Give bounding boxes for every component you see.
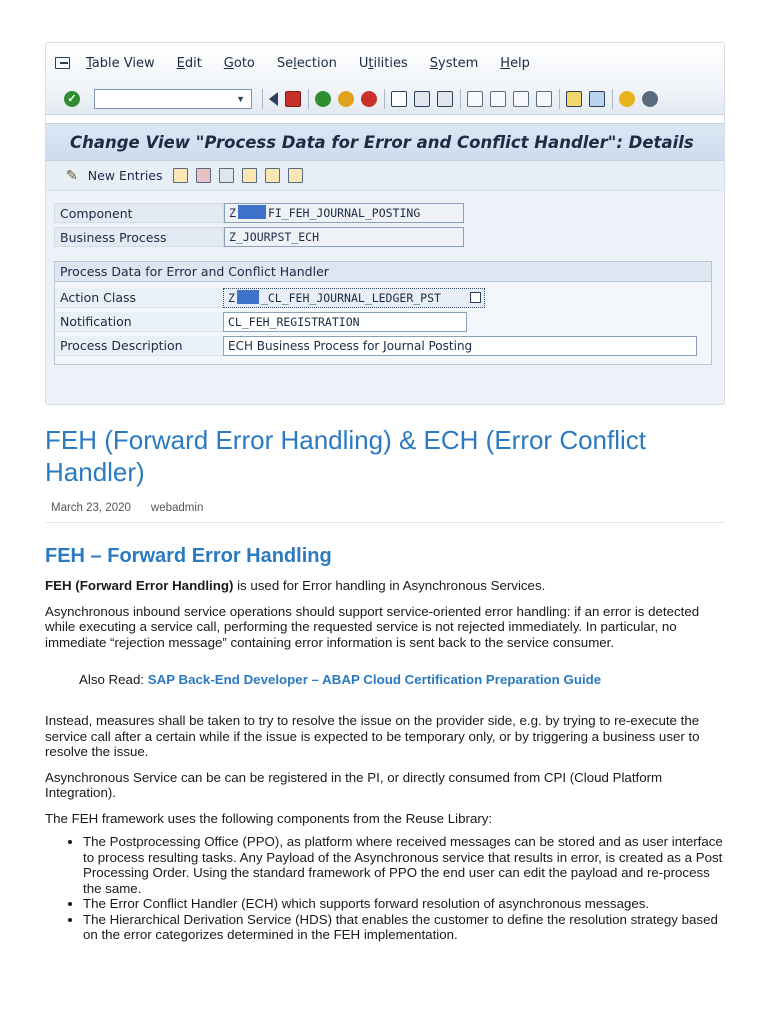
section-heading: FEH – Forward Error Handling [45, 545, 332, 567]
toolbar-separator [460, 89, 461, 109]
help-icon[interactable] [619, 91, 635, 107]
post-title[interactable]: FEH (Forward Error Handling) & ECH (Error Conflict Handler) [45, 425, 647, 487]
save-icon[interactable] [285, 91, 301, 107]
action-class-row [55, 286, 711, 310]
toolbar-separator [262, 89, 263, 109]
menu-table-view[interactable]: Table View [86, 55, 155, 71]
components-list [45, 834, 725, 943]
redaction-block [238, 205, 266, 219]
article [45, 424, 725, 943]
process-description-label: Process Description [55, 336, 223, 356]
menu-selection[interactable]: Selection [276, 55, 337, 71]
redaction-block [237, 290, 259, 304]
component-prefix: Z [229, 206, 236, 220]
screen-title: Change View "Process Data for Error and Conflict Handler": Details [70, 132, 694, 152]
back-arrow-icon[interactable] [269, 92, 278, 106]
new-entries-button[interactable]: New Entries [87, 168, 163, 183]
business-process-field[interactable]: Z_JOURPST_ECH [224, 227, 464, 247]
exit-icon[interactable] [338, 91, 354, 107]
business-process-label: Business Process [54, 227, 224, 247]
divider [45, 522, 725, 523]
menu-icon[interactable] [54, 56, 72, 70]
also-read-link[interactable]: SAP Back-End Developer – ABAP Cloud Certification Preparation Guide [147, 672, 602, 687]
component-suffix: FI_FEH_JOURNAL_POSTING [267, 206, 421, 220]
process-description-row [55, 334, 711, 358]
action-class-suffix: _CL_FEH_JOURNAL_LEDGER_PST [260, 291, 441, 305]
cancel-icon[interactable] [361, 91, 377, 107]
intro-bold: FEH (Forward Error Handling) [45, 578, 234, 593]
last-page-icon[interactable] [536, 91, 552, 107]
paragraph-4: Asynchronous Service can be can be registered in the PI, or directly consumed from CPI (Cloud Platform Integration). [45, 769, 663, 800]
notification-row [55, 310, 711, 334]
layout-menu-icon[interactable] [642, 91, 658, 107]
paragraph-3: Instead, measures shall be taken to try to resolve the issue on the provider side, e.g. by trying to re-execute the service call after a certain while if the issue is expected to be temporary only, or by triggering a business user to resolve the issue. [45, 713, 700, 759]
notification-field[interactable]: CL_FEH_REGISTRATION [223, 312, 467, 332]
pencil-glasses-icon[interactable]: ✎ [66, 167, 78, 184]
intro-paragraph [45, 578, 725, 594]
first-page-icon[interactable] [467, 91, 483, 107]
action-class-prefix: Z [228, 291, 235, 305]
new-session-icon[interactable] [566, 91, 582, 107]
menu-edit[interactable]: Edit [176, 55, 202, 71]
menu-utilities[interactable]: Utilities [358, 55, 408, 71]
paragraph-5: The FEH framework uses the following components from the Reuse Library: [45, 810, 493, 826]
component-label: Component [54, 203, 224, 223]
toolbar-separator [559, 89, 560, 109]
action-class-field[interactable] [223, 288, 485, 308]
next-entry-icon[interactable] [265, 168, 280, 183]
command-field[interactable] [94, 89, 252, 109]
post-date[interactable]: March 23, 2020 [51, 502, 131, 514]
action-class-label: Action Class [55, 288, 223, 308]
list-item: • The Postprocessing Office (PPO), as platform where received messages can be stored and as user interface to process resulting tasks. Any Payload of the Asynchronous service that results in error, is created as a Post Processing Order. Using the standard framework of PPO the end user can edit the payload and re-process the same. [83, 834, 725, 896]
component-field[interactable] [224, 203, 464, 223]
list-item: • The Hierarchical Derivation Service (HDS) that enables the customer to define the resolution strategy based on the error categorizes determined in the FEH implementation. [83, 912, 725, 943]
group-title: Process Data for Error and Conflict Handler [55, 262, 711, 282]
intro-rest: is used for Error handling in Asynchronous Services. [233, 578, 546, 593]
process-description-field[interactable]: ECH Business Process for Journal Posting [223, 336, 697, 356]
select-all-icon[interactable] [288, 168, 303, 183]
toolbar-separator [384, 89, 385, 109]
paragraph-2: Asynchronous inbound service operations should support service-oriented error handling: if an error is detected while executing a service call, performing the requested service is not rejected immediately. In particular, no immediate “rejection message” containing error information is sent back to the service consumer. [45, 603, 700, 650]
undo-change-icon[interactable] [219, 168, 234, 183]
previous-entry-icon[interactable] [242, 168, 257, 183]
delete-icon[interactable] [196, 168, 211, 183]
next-page-icon[interactable] [513, 91, 529, 107]
back-icon[interactable] [315, 91, 331, 107]
dropdown-icon[interactable]: ▼ [236, 93, 245, 104]
toolbar-separator [308, 89, 309, 109]
sap-screenshot [45, 42, 725, 405]
sap-standard-toolbar [46, 83, 724, 115]
menu-system[interactable]: System [429, 55, 479, 71]
also-read [45, 672, 725, 687]
menu-goto[interactable]: Goto [223, 55, 255, 71]
enter-check-icon[interactable]: ✓ [64, 91, 80, 107]
component-row [54, 201, 724, 225]
detail-area [46, 191, 724, 405]
also-read-label: Also Read: [79, 672, 148, 687]
post-author[interactable]: webadmin [150, 502, 204, 514]
screen-title-bar [46, 123, 724, 161]
copy-as-icon[interactable] [173, 168, 188, 183]
toolbar-separator [612, 89, 613, 109]
find-icon[interactable] [414, 91, 430, 107]
list-item: • The Error Conflict Handler (ECH) which supports forward resolution of asynchronous messages. [83, 896, 725, 912]
business-process-row [54, 225, 724, 249]
post-meta [45, 502, 725, 514]
application-toolbar [46, 161, 724, 191]
menu-help[interactable]: Help [500, 55, 530, 71]
sap-menubar [46, 43, 724, 83]
previous-page-icon[interactable] [490, 91, 506, 107]
value-help-icon[interactable] [470, 292, 481, 303]
notification-label: Notification [55, 312, 223, 332]
print-icon[interactable] [391, 91, 407, 107]
shortcut-icon[interactable] [589, 91, 605, 107]
process-data-group [54, 261, 712, 365]
find-next-icon[interactable] [437, 91, 453, 107]
